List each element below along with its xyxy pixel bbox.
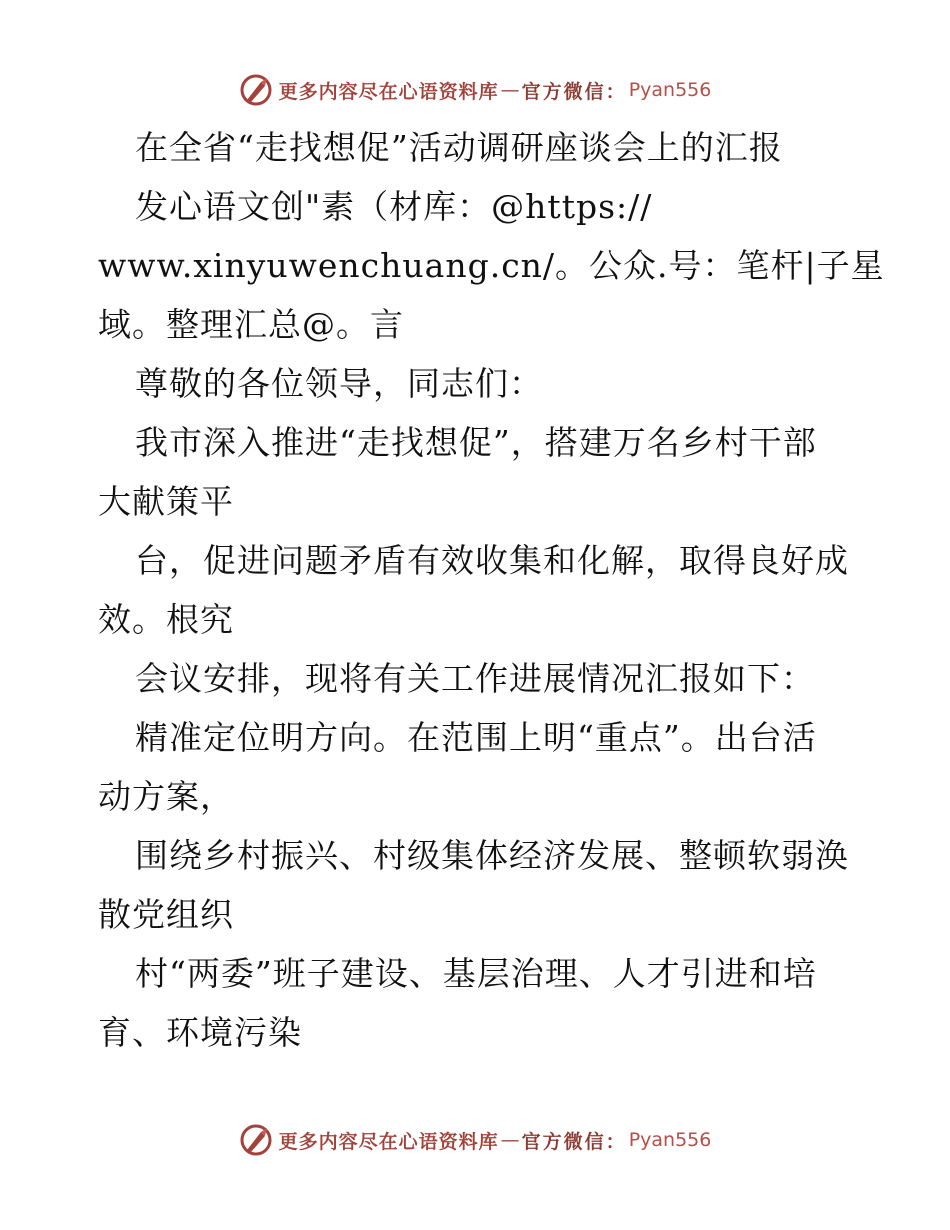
document-line: 村“两委”班子建设、基层治理、人才引进和培 bbox=[135, 954, 817, 993]
document-line: 台，促进问题矛盾有效收集和化解，取得良好成 bbox=[135, 541, 849, 580]
document-line: 会议安排，现将有关工作进展情况汇报如下： bbox=[135, 659, 815, 698]
document-line: 精准定位明方向。在范围上明“重点”。出台活 bbox=[135, 718, 817, 757]
document-line: 散党组织 bbox=[98, 895, 234, 934]
footer-watermark bbox=[0, 1120, 950, 1160]
watermark-separator: — bbox=[500, 1129, 520, 1151]
document-line: 我市深入推进“走找想促”，搭建万名乡村干部 bbox=[135, 423, 817, 462]
document-line: 动方案， bbox=[98, 777, 234, 816]
watermark-brand-text: 更多内容尽在心语资料库 bbox=[278, 1130, 499, 1153]
document-line: 围绕乡村振兴、村级集体经济发展、整顿软弱涣 bbox=[135, 836, 849, 875]
watermark-brand-text: 更多内容尽在心语资料库 bbox=[278, 80, 499, 103]
watermark-label: 官方微信： bbox=[521, 1130, 627, 1153]
document-line: 发心语文创"素（材库：@https:// bbox=[135, 187, 653, 226]
document-line: 域。整理汇总@。言 bbox=[98, 305, 404, 344]
watermark-wechat-id: Pyan556 bbox=[628, 79, 712, 101]
document-line: 尊敬的各位领导，同志们： bbox=[135, 364, 543, 403]
document-line: www.xinyuwenchuang.cn/。公众.号：笔杆|子星 bbox=[98, 246, 885, 285]
watermark-label: 官方微信： bbox=[521, 80, 627, 103]
document-body bbox=[98, 118, 885, 1062]
watermark-wechat-id: Pyan556 bbox=[628, 1129, 712, 1151]
document-line: 大献策平 bbox=[98, 482, 234, 521]
watermark-separator: — bbox=[500, 79, 520, 101]
header-watermark bbox=[0, 70, 950, 110]
document-line: 在全省“走找想促”活动调研座谈会上的汇报 bbox=[135, 128, 783, 167]
quill-logo-icon bbox=[239, 1123, 273, 1157]
document-line: 效。根究 bbox=[98, 600, 234, 639]
document-line: 育、环境污染 bbox=[98, 1013, 302, 1052]
quill-logo-icon bbox=[239, 73, 273, 107]
